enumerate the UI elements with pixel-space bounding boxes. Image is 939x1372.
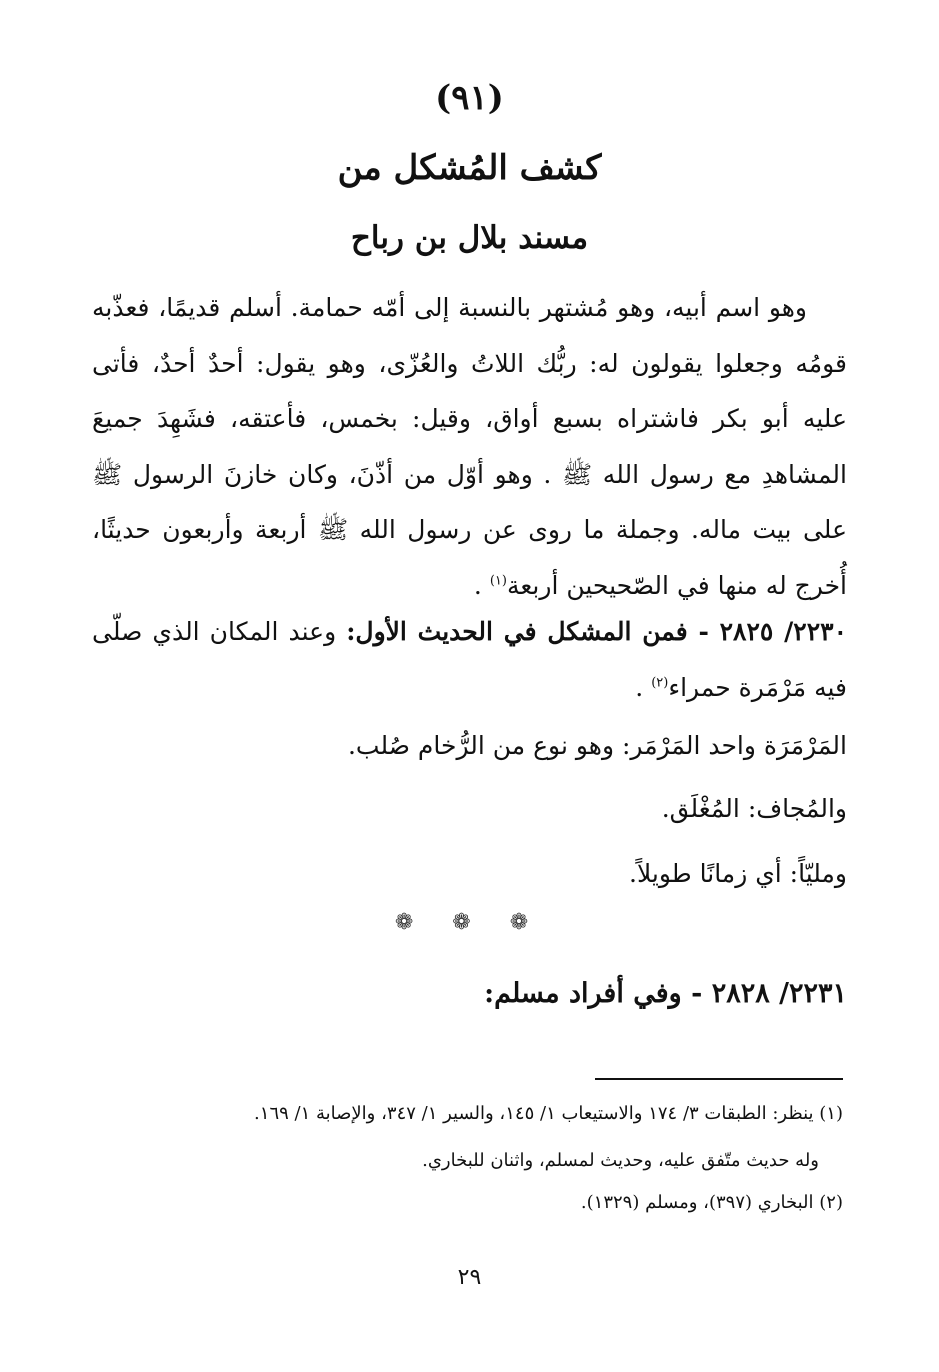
hadith-2-dash: - <box>681 978 712 1009</box>
footnote-1: (١) ينظر: الطبقات ٣/ ١٧٤ والاستيعاب ١/ ١٤٥، والسير ١/ ٣٤٧، والإصابة ١/ ١٦٩. <box>254 1103 843 1124</box>
intro-end: . <box>473 570 490 600</box>
hadith-1-text: وعند المكان الذي صلّى فيه مَرْمَرة حمراء <box>92 617 847 702</box>
hadith-1-heading: فمن المشكل في الحديث الأول: <box>346 617 688 646</box>
intro-text: وهو اسم أبيه، وهو مُشتهر بالنسبة إلى أمّه حمامة. أسلم قديمًا، فعذّبه قومُه وجعلوا يقولون له: ربُّك اللاتُ والعُزّى، وهو يقول: أحدٌ أحدٌ، فأتى عليه أبو بكر فاشتراه بسبع أواق، وقيل: بخمس، فأعتقه، فشَهِدَ جميعَ المشاهدِ مع رسول الله ﷺ . وهو أوّل من أذّنَ، وكان خازنَ الرسول ﷺ على بيت ماله. وجملة ما روى عن رسول الله ﷺ أربعة وأربعون حديثًا، أُخرج له منها في الصّحيحين أربعة <box>92 293 847 600</box>
intro-paragraph <box>92 280 847 613</box>
section-title: مسند بلال بن رباح <box>350 220 589 256</box>
hadith-1-dash: - <box>687 617 720 646</box>
footnote-ref-1: (١) <box>489 573 507 589</box>
page-number: ٢٩ <box>457 1265 482 1290</box>
footnote-divider <box>595 1078 843 1080</box>
chapter-number: (٩١) <box>435 78 504 118</box>
gloss-mujaf: والمُجاف: المُغْلَق. <box>661 794 847 823</box>
gloss-marmara: المَرْمَرَة واحد المَرْمَر: وهو نوع من الرُّخام صُلب. <box>347 731 847 760</box>
hadith-2-heading-line <box>484 978 847 1009</box>
hadith-1-number: ٢٢٣٠/ ٢٨٢٥ <box>719 617 847 646</box>
gloss-maliyyan: ومليّاً: أي زمانًا طويلاً. <box>629 859 847 888</box>
ornament-separator: ❁ ❁ ❁ <box>394 910 545 935</box>
footnote-ref-2: (٢) <box>651 675 669 691</box>
hadith-2-number: ٢٢٣١/ ٢٨٢٨ <box>711 978 847 1009</box>
hadith-1-paragraph <box>92 604 847 715</box>
footnote-2: (٢) البخاري (٣٩٧)، ومسلم (١٣٢٩). <box>580 1192 843 1213</box>
hadith-2-heading: وفي أفراد مسلم: <box>484 978 682 1009</box>
chapter-title: كشف المُشكل من <box>337 148 602 188</box>
hadith-1-end: . <box>635 672 652 702</box>
footnote-1-continuation: وله حديث متّفق عليه، وحديث لمسلم، واثنان للبخاري. <box>422 1150 819 1171</box>
